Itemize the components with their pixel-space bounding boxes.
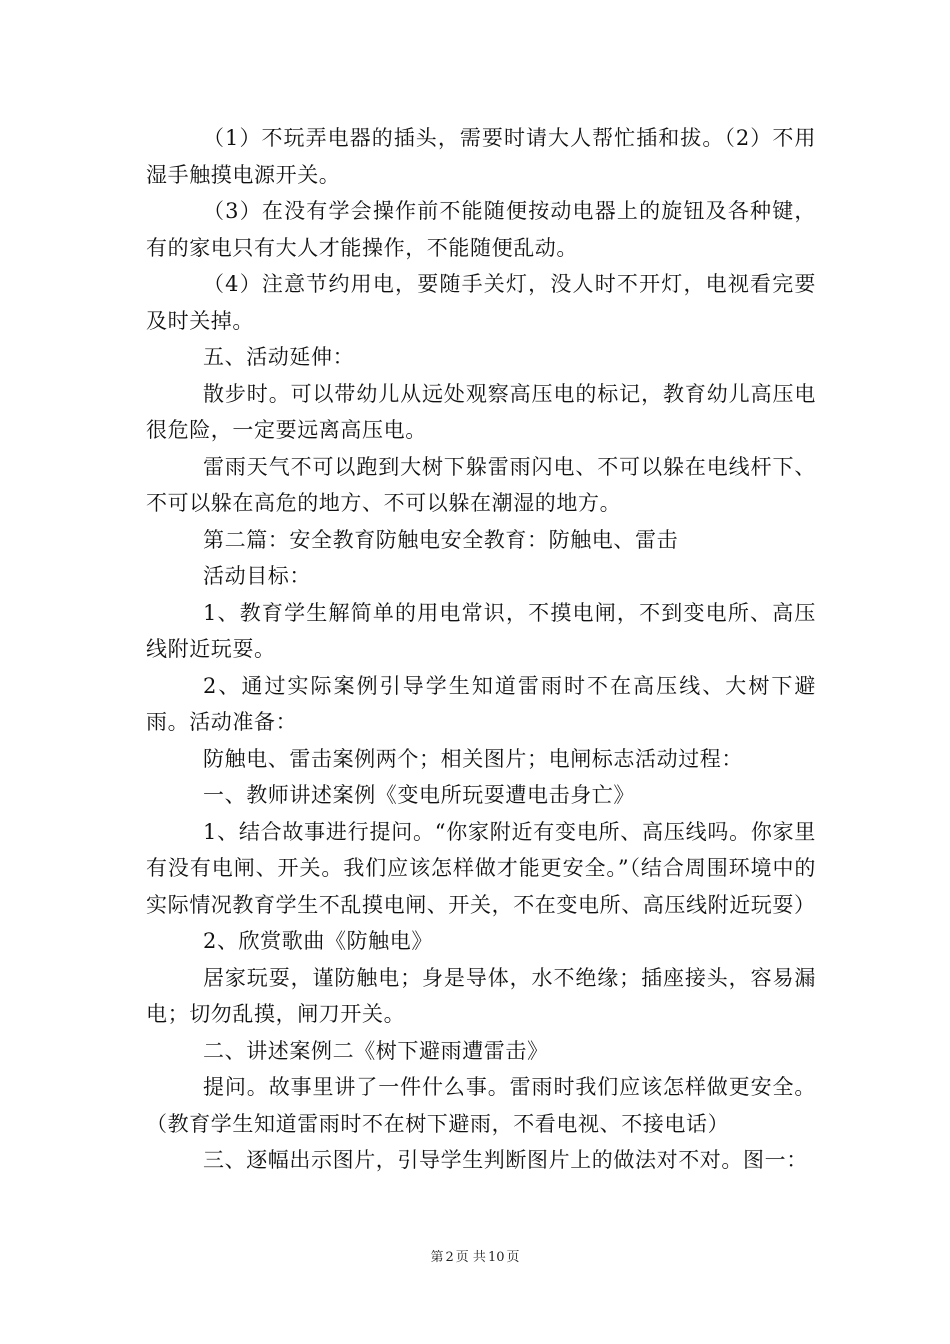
section-heading-case-two: 二、讲述案例二《树下避雨遭雷击》 <box>203 1038 549 1063</box>
section-heading-case-one: 一、教师讲述案例《变电所玩耍遭电击身亡》 <box>203 783 635 807</box>
footer-middle: 页 共 <box>455 1250 486 1265</box>
footer-prefix: 第 <box>430 1250 444 1265</box>
paragraph-6: 雷雨天气不可以跑到大树下躲雷雨闪电、不可以躲在电线杆下、不可以躲在高危的地方、不可以躲在潮湿的地方。 <box>146 454 816 515</box>
section-heading-activity-extension: 五、活动延伸： <box>203 345 355 369</box>
paragraph-10: 2、通过实际案例引导学生知道雷雨时不在高压线、大树下避雨。活动准备： <box>146 673 816 734</box>
paragraph-15: 居家玩耍，谨防触电；身是导体，水不绝缘；插座接头，容易漏电；切勿乱摸，闸刀开关。 <box>146 965 816 1026</box>
paragraph-18: 三、逐幅出示图片，引导学生判断图片上的做法对不对。图一： <box>203 1148 808 1172</box>
footer-page-number: 2 <box>445 1250 454 1265</box>
section-heading-goals: 活动目标： <box>203 564 311 588</box>
paragraph-14: 2、欣赏歌曲《防触电》 <box>203 929 433 953</box>
paragraph-3: （4）注意节约用电，要随手关灯，没人时不开灯，电视看完要及时关掉。 <box>146 272 816 333</box>
paragraph-17: 提问。故事里讲了一件什么事。雷雨时我们应该怎样做更安全。（教育学生知道雷雨时不在树下避雨，不看电视、不接电话） <box>146 1075 816 1136</box>
page-footer <box>0 1246 950 1265</box>
footer-suffix: 页 <box>506 1250 520 1265</box>
document-body <box>146 120 816 1179</box>
paragraph-13: 1、结合故事进行提问。“你家附近有变电所、高压线吗。你家里有没有电闸、开关。我们应该怎样做才能更安全。”（结合周围环境中的实际情况教育学生不乱摸电闸、开关，不在变电所、高压线附近玩耍） <box>146 819 816 917</box>
chapter-title: 第二篇：安全教育防触电安全教育：防触电、雷击 <box>203 527 679 552</box>
paragraph-1: （1）不玩弄电器的插头，需要时请大人帮忙插和拔。（2）不用湿手触摸电源开关。 <box>146 126 816 187</box>
paragraph-2: （3）在没有学会操作前不能随便按动电器上的旋钮及各种键，有的家电只有大人才能操作，不能随便乱动。 <box>146 199 816 260</box>
paragraph-9: 1、教育学生解简单的用电常识，不摸电闸，不到变电所、高压线附近玩耍。 <box>146 600 816 661</box>
paragraph-5: 散步时。可以带幼儿从远处观察高压电的标记，教育幼儿高压电很危险，一定要远离高压电。 <box>146 381 816 442</box>
footer-total-pages: 10 <box>487 1250 505 1265</box>
paragraph-11: 防触电、雷击案例两个；相关图片；电闸标志活动过程： <box>203 746 743 771</box>
